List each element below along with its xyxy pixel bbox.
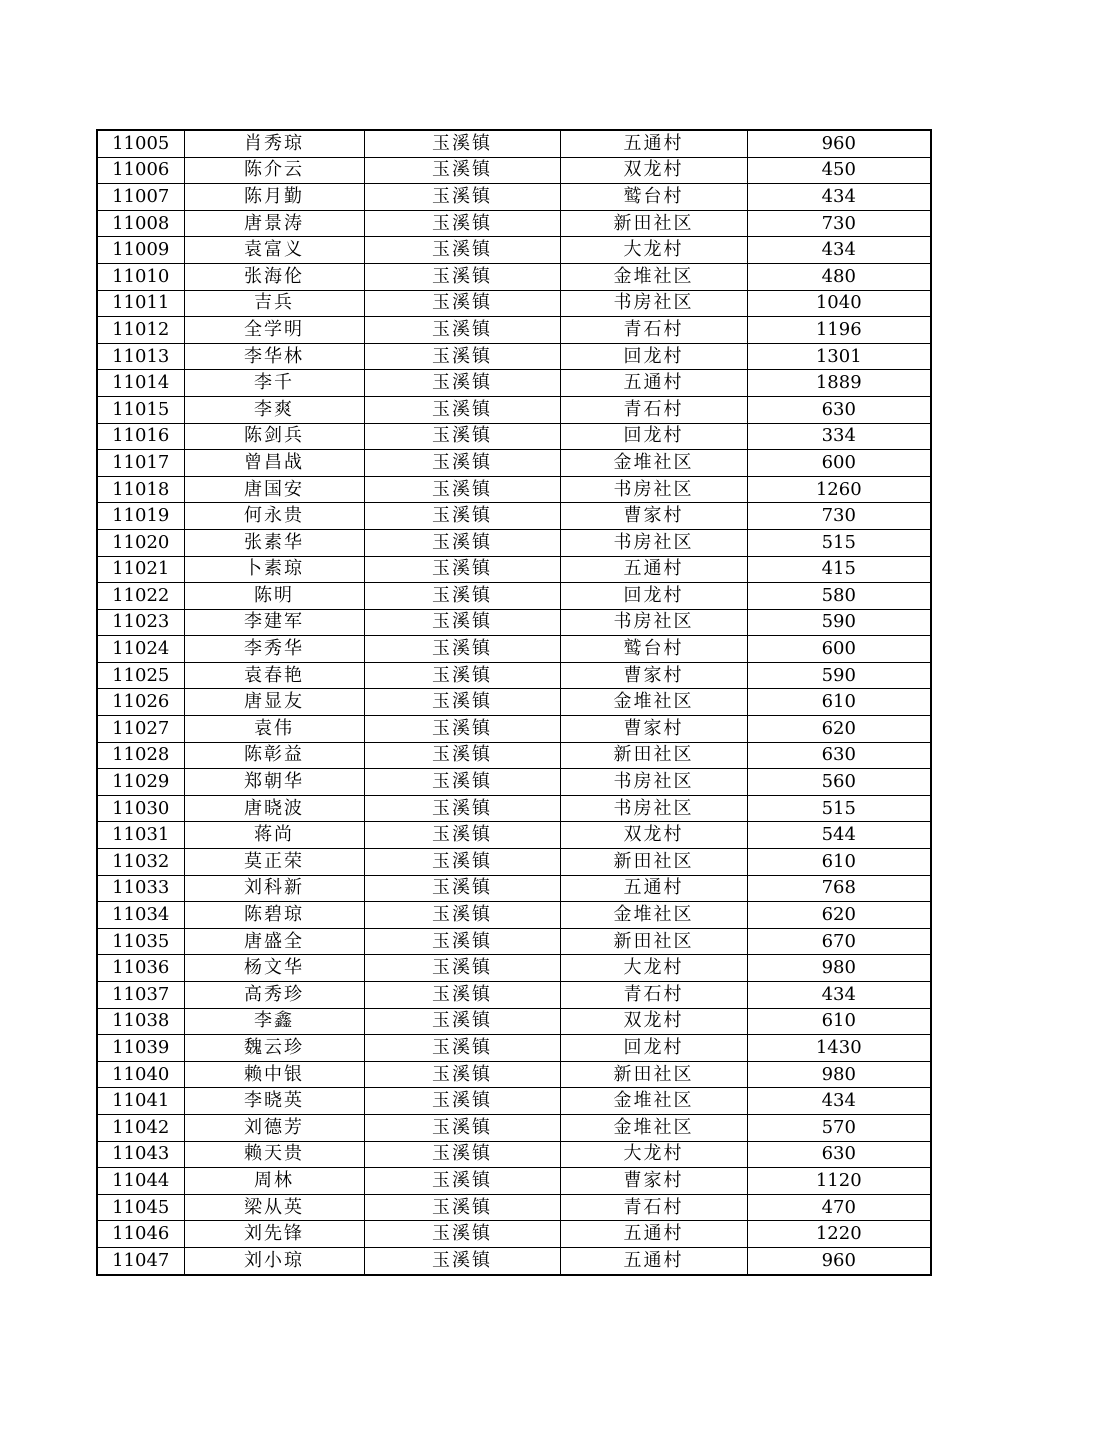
cell-amount: 515 bbox=[747, 529, 931, 556]
cell-village: 双龙村 bbox=[560, 1008, 747, 1035]
cell-village: 大龙村 bbox=[560, 1141, 747, 1168]
cell-village: 五通村 bbox=[560, 875, 747, 902]
cell-village: 新田社区 bbox=[560, 742, 747, 769]
cell-amount: 434 bbox=[747, 237, 931, 264]
table-row bbox=[97, 1114, 931, 1141]
table-row bbox=[97, 317, 931, 344]
table-row bbox=[97, 370, 931, 397]
cell-amount: 1260 bbox=[747, 476, 931, 503]
cell-id: 11027 bbox=[97, 716, 184, 743]
cell-id: 11013 bbox=[97, 343, 184, 370]
cell-town: 玉溪镇 bbox=[364, 662, 560, 689]
cell-amount: 630 bbox=[747, 1141, 931, 1168]
cell-id: 11018 bbox=[97, 476, 184, 503]
cell-id: 11033 bbox=[97, 875, 184, 902]
cell-id: 11045 bbox=[97, 1194, 184, 1221]
cell-town: 玉溪镇 bbox=[364, 822, 560, 849]
table-row bbox=[97, 1194, 931, 1221]
cell-town: 玉溪镇 bbox=[364, 955, 560, 982]
table-row bbox=[97, 1141, 931, 1168]
cell-name: 曾昌战 bbox=[184, 450, 364, 477]
cell-name: 陈明 bbox=[184, 583, 364, 610]
table-row bbox=[97, 130, 931, 157]
cell-id: 11021 bbox=[97, 556, 184, 583]
cell-town: 玉溪镇 bbox=[364, 210, 560, 237]
cell-village: 金堆社区 bbox=[560, 1088, 747, 1115]
cell-amount: 980 bbox=[747, 1061, 931, 1088]
cell-id: 11007 bbox=[97, 184, 184, 211]
cell-village: 青石村 bbox=[560, 982, 747, 1009]
cell-id: 11034 bbox=[97, 902, 184, 929]
cell-village: 五通村 bbox=[560, 370, 747, 397]
cell-town: 玉溪镇 bbox=[364, 742, 560, 769]
cell-name: 赖中银 bbox=[184, 1061, 364, 1088]
table-body bbox=[97, 130, 931, 1275]
table-row bbox=[97, 875, 931, 902]
cell-amount: 515 bbox=[747, 795, 931, 822]
cell-amount: 590 bbox=[747, 662, 931, 689]
cell-village: 书房社区 bbox=[560, 769, 747, 796]
table-row bbox=[97, 1168, 931, 1195]
cell-town: 玉溪镇 bbox=[364, 476, 560, 503]
cell-town: 玉溪镇 bbox=[364, 689, 560, 716]
cell-id: 11032 bbox=[97, 849, 184, 876]
cell-amount: 980 bbox=[747, 955, 931, 982]
cell-town: 玉溪镇 bbox=[364, 343, 560, 370]
cell-id: 11047 bbox=[97, 1247, 184, 1274]
cell-town: 玉溪镇 bbox=[364, 982, 560, 1009]
cell-id: 11022 bbox=[97, 583, 184, 610]
cell-id: 11009 bbox=[97, 237, 184, 264]
cell-name: 李秀华 bbox=[184, 636, 364, 663]
cell-town: 玉溪镇 bbox=[364, 263, 560, 290]
data-table bbox=[96, 129, 932, 1276]
cell-id: 11044 bbox=[97, 1168, 184, 1195]
cell-village: 书房社区 bbox=[560, 476, 747, 503]
cell-id: 11025 bbox=[97, 662, 184, 689]
table-row bbox=[97, 609, 931, 636]
cell-town: 玉溪镇 bbox=[364, 928, 560, 955]
cell-village: 双龙村 bbox=[560, 157, 747, 184]
table-row bbox=[97, 157, 931, 184]
cell-id: 11046 bbox=[97, 1221, 184, 1248]
cell-town: 玉溪镇 bbox=[364, 556, 560, 583]
table-row bbox=[97, 689, 931, 716]
cell-town: 玉溪镇 bbox=[364, 583, 560, 610]
table-row bbox=[97, 928, 931, 955]
cell-village: 曹家村 bbox=[560, 503, 747, 530]
table-row bbox=[97, 902, 931, 929]
cell-town: 玉溪镇 bbox=[364, 450, 560, 477]
cell-id: 11011 bbox=[97, 290, 184, 317]
cell-name: 唐国安 bbox=[184, 476, 364, 503]
cell-amount: 560 bbox=[747, 769, 931, 796]
cell-amount: 610 bbox=[747, 689, 931, 716]
table-row bbox=[97, 662, 931, 689]
cell-amount: 610 bbox=[747, 1008, 931, 1035]
cell-amount: 434 bbox=[747, 982, 931, 1009]
cell-id: 11006 bbox=[97, 157, 184, 184]
cell-amount: 1196 bbox=[747, 317, 931, 344]
cell-town: 玉溪镇 bbox=[364, 130, 560, 157]
cell-name: 李晓英 bbox=[184, 1088, 364, 1115]
table-row bbox=[97, 1221, 931, 1248]
cell-id: 11036 bbox=[97, 955, 184, 982]
cell-village: 新田社区 bbox=[560, 210, 747, 237]
cell-amount: 960 bbox=[747, 130, 931, 157]
cell-id: 11010 bbox=[97, 263, 184, 290]
cell-village: 回龙村 bbox=[560, 423, 747, 450]
table-row bbox=[97, 636, 931, 663]
table-row bbox=[97, 396, 931, 423]
table-row bbox=[97, 210, 931, 237]
table-row bbox=[97, 529, 931, 556]
cell-amount: 610 bbox=[747, 849, 931, 876]
cell-town: 玉溪镇 bbox=[364, 902, 560, 929]
cell-town: 玉溪镇 bbox=[364, 184, 560, 211]
table-row bbox=[97, 343, 931, 370]
cell-amount: 450 bbox=[747, 157, 931, 184]
cell-id: 11026 bbox=[97, 689, 184, 716]
cell-amount: 1430 bbox=[747, 1035, 931, 1062]
cell-name: 袁富义 bbox=[184, 237, 364, 264]
cell-town: 玉溪镇 bbox=[364, 1221, 560, 1248]
cell-village: 新田社区 bbox=[560, 928, 747, 955]
cell-id: 11042 bbox=[97, 1114, 184, 1141]
cell-amount: 630 bbox=[747, 742, 931, 769]
cell-name: 张素华 bbox=[184, 529, 364, 556]
cell-id: 11005 bbox=[97, 130, 184, 157]
cell-id: 11037 bbox=[97, 982, 184, 1009]
cell-town: 玉溪镇 bbox=[364, 609, 560, 636]
cell-id: 11015 bbox=[97, 396, 184, 423]
cell-id: 11008 bbox=[97, 210, 184, 237]
cell-town: 玉溪镇 bbox=[364, 1088, 560, 1115]
cell-id: 11017 bbox=[97, 450, 184, 477]
cell-village: 书房社区 bbox=[560, 529, 747, 556]
cell-town: 玉溪镇 bbox=[364, 1247, 560, 1274]
cell-village: 书房社区 bbox=[560, 795, 747, 822]
table-row bbox=[97, 290, 931, 317]
cell-village: 双龙村 bbox=[560, 822, 747, 849]
cell-town: 玉溪镇 bbox=[364, 769, 560, 796]
table-row bbox=[97, 184, 931, 211]
cell-id: 11020 bbox=[97, 529, 184, 556]
cell-amount: 768 bbox=[747, 875, 931, 902]
cell-village: 回龙村 bbox=[560, 583, 747, 610]
cell-village: 五通村 bbox=[560, 556, 747, 583]
cell-amount: 580 bbox=[747, 583, 931, 610]
cell-amount: 600 bbox=[747, 450, 931, 477]
table-row bbox=[97, 1061, 931, 1088]
cell-town: 玉溪镇 bbox=[364, 396, 560, 423]
cell-name: 陈彰益 bbox=[184, 742, 364, 769]
table-row bbox=[97, 1008, 931, 1035]
cell-name: 陈碧琼 bbox=[184, 902, 364, 929]
cell-village: 大龙村 bbox=[560, 955, 747, 982]
table-row bbox=[97, 1088, 931, 1115]
cell-amount: 600 bbox=[747, 636, 931, 663]
cell-village: 金堆社区 bbox=[560, 689, 747, 716]
cell-name: 全学明 bbox=[184, 317, 364, 344]
cell-town: 玉溪镇 bbox=[364, 237, 560, 264]
cell-village: 鹫台村 bbox=[560, 636, 747, 663]
cell-village: 曹家村 bbox=[560, 716, 747, 743]
cell-id: 11024 bbox=[97, 636, 184, 663]
cell-id: 11038 bbox=[97, 1008, 184, 1035]
cell-name: 杨文华 bbox=[184, 955, 364, 982]
cell-village: 大龙村 bbox=[560, 237, 747, 264]
cell-town: 玉溪镇 bbox=[364, 370, 560, 397]
cell-village: 回龙村 bbox=[560, 1035, 747, 1062]
cell-amount: 730 bbox=[747, 503, 931, 530]
cell-village: 新田社区 bbox=[560, 849, 747, 876]
table-row bbox=[97, 476, 931, 503]
cell-amount: 620 bbox=[747, 716, 931, 743]
table-row bbox=[97, 955, 931, 982]
cell-amount: 544 bbox=[747, 822, 931, 849]
cell-amount: 434 bbox=[747, 1088, 931, 1115]
cell-name: 张海伦 bbox=[184, 263, 364, 290]
cell-name: 刘德芳 bbox=[184, 1114, 364, 1141]
cell-name: 袁伟 bbox=[184, 716, 364, 743]
cell-village: 书房社区 bbox=[560, 609, 747, 636]
cell-name: 何永贵 bbox=[184, 503, 364, 530]
cell-amount: 470 bbox=[747, 1194, 931, 1221]
cell-name: 陈介云 bbox=[184, 157, 364, 184]
cell-town: 玉溪镇 bbox=[364, 529, 560, 556]
cell-amount: 570 bbox=[747, 1114, 931, 1141]
cell-village: 青石村 bbox=[560, 1194, 747, 1221]
cell-town: 玉溪镇 bbox=[364, 423, 560, 450]
cell-village: 曹家村 bbox=[560, 662, 747, 689]
cell-id: 11031 bbox=[97, 822, 184, 849]
cell-id: 11040 bbox=[97, 1061, 184, 1088]
cell-name: 赖天贵 bbox=[184, 1141, 364, 1168]
cell-name: 卜素琼 bbox=[184, 556, 364, 583]
cell-town: 玉溪镇 bbox=[364, 157, 560, 184]
cell-name: 李华林 bbox=[184, 343, 364, 370]
cell-amount: 1040 bbox=[747, 290, 931, 317]
cell-name: 唐盛全 bbox=[184, 928, 364, 955]
cell-amount: 1220 bbox=[747, 1221, 931, 1248]
cell-name: 李千 bbox=[184, 370, 364, 397]
cell-id: 11043 bbox=[97, 1141, 184, 1168]
cell-amount: 334 bbox=[747, 423, 931, 450]
table-row bbox=[97, 263, 931, 290]
cell-village: 新田社区 bbox=[560, 1061, 747, 1088]
cell-town: 玉溪镇 bbox=[364, 636, 560, 663]
cell-amount: 620 bbox=[747, 902, 931, 929]
table-row bbox=[97, 556, 931, 583]
cell-name: 陈剑兵 bbox=[184, 423, 364, 450]
cell-town: 玉溪镇 bbox=[364, 1061, 560, 1088]
table-row bbox=[97, 1035, 931, 1062]
cell-amount: 1889 bbox=[747, 370, 931, 397]
cell-id: 11035 bbox=[97, 928, 184, 955]
cell-village: 青石村 bbox=[560, 317, 747, 344]
cell-town: 玉溪镇 bbox=[364, 1114, 560, 1141]
cell-village: 鹫台村 bbox=[560, 184, 747, 211]
cell-town: 玉溪镇 bbox=[364, 1008, 560, 1035]
cell-name: 莫正荣 bbox=[184, 849, 364, 876]
cell-id: 11016 bbox=[97, 423, 184, 450]
cell-town: 玉溪镇 bbox=[364, 1141, 560, 1168]
cell-town: 玉溪镇 bbox=[364, 503, 560, 530]
cell-town: 玉溪镇 bbox=[364, 290, 560, 317]
cell-town: 玉溪镇 bbox=[364, 849, 560, 876]
cell-name: 高秀珍 bbox=[184, 982, 364, 1009]
cell-name: 李爽 bbox=[184, 396, 364, 423]
table-row bbox=[97, 583, 931, 610]
cell-village: 五通村 bbox=[560, 1221, 747, 1248]
cell-village: 五通村 bbox=[560, 1247, 747, 1274]
cell-village: 金堆社区 bbox=[560, 1114, 747, 1141]
cell-village: 书房社区 bbox=[560, 290, 747, 317]
cell-amount: 480 bbox=[747, 263, 931, 290]
cell-town: 玉溪镇 bbox=[364, 1168, 560, 1195]
table-row bbox=[97, 769, 931, 796]
cell-name: 刘小琼 bbox=[184, 1247, 364, 1274]
cell-amount: 1120 bbox=[747, 1168, 931, 1195]
table-row bbox=[97, 982, 931, 1009]
cell-town: 玉溪镇 bbox=[364, 1194, 560, 1221]
cell-town: 玉溪镇 bbox=[364, 1035, 560, 1062]
cell-id: 11023 bbox=[97, 609, 184, 636]
cell-id: 11041 bbox=[97, 1088, 184, 1115]
cell-village: 金堆社区 bbox=[560, 263, 747, 290]
cell-name: 刘科新 bbox=[184, 875, 364, 902]
cell-town: 玉溪镇 bbox=[364, 716, 560, 743]
cell-id: 11014 bbox=[97, 370, 184, 397]
table-row bbox=[97, 1247, 931, 1274]
cell-name: 唐显友 bbox=[184, 689, 364, 716]
cell-name: 魏云珍 bbox=[184, 1035, 364, 1062]
table-row bbox=[97, 423, 931, 450]
table-row bbox=[97, 237, 931, 264]
cell-village: 金堆社区 bbox=[560, 450, 747, 477]
cell-name: 袁春艳 bbox=[184, 662, 364, 689]
cell-name: 郑朝华 bbox=[184, 769, 364, 796]
cell-town: 玉溪镇 bbox=[364, 317, 560, 344]
cell-village: 回龙村 bbox=[560, 343, 747, 370]
cell-id: 11030 bbox=[97, 795, 184, 822]
cell-village: 金堆社区 bbox=[560, 902, 747, 929]
cell-name: 唐景涛 bbox=[184, 210, 364, 237]
cell-town: 玉溪镇 bbox=[364, 795, 560, 822]
table-row bbox=[97, 716, 931, 743]
cell-name: 唐晓波 bbox=[184, 795, 364, 822]
cell-amount: 434 bbox=[747, 184, 931, 211]
cell-amount: 590 bbox=[747, 609, 931, 636]
table-row bbox=[97, 822, 931, 849]
cell-amount: 670 bbox=[747, 928, 931, 955]
table-row bbox=[97, 450, 931, 477]
cell-name: 陈月勤 bbox=[184, 184, 364, 211]
table-row bbox=[97, 849, 931, 876]
cell-name: 肖秀琼 bbox=[184, 130, 364, 157]
cell-name: 吉兵 bbox=[184, 290, 364, 317]
cell-amount: 1301 bbox=[747, 343, 931, 370]
cell-amount: 960 bbox=[747, 1247, 931, 1274]
cell-id: 11012 bbox=[97, 317, 184, 344]
cell-village: 五通村 bbox=[560, 130, 747, 157]
table-row bbox=[97, 742, 931, 769]
cell-name: 李建军 bbox=[184, 609, 364, 636]
cell-name: 刘先锋 bbox=[184, 1221, 364, 1248]
cell-amount: 730 bbox=[747, 210, 931, 237]
cell-village: 曹家村 bbox=[560, 1168, 747, 1195]
table-row bbox=[97, 503, 931, 530]
cell-name: 周林 bbox=[184, 1168, 364, 1195]
cell-amount: 630 bbox=[747, 396, 931, 423]
table-row bbox=[97, 795, 931, 822]
cell-town: 玉溪镇 bbox=[364, 875, 560, 902]
cell-id: 11028 bbox=[97, 742, 184, 769]
cell-name: 蒋尚 bbox=[184, 822, 364, 849]
cell-id: 11029 bbox=[97, 769, 184, 796]
cell-name: 李鑫 bbox=[184, 1008, 364, 1035]
cell-name: 梁从英 bbox=[184, 1194, 364, 1221]
cell-id: 11019 bbox=[97, 503, 184, 530]
cell-id: 11039 bbox=[97, 1035, 184, 1062]
cell-amount: 415 bbox=[747, 556, 931, 583]
cell-village: 青石村 bbox=[560, 396, 747, 423]
